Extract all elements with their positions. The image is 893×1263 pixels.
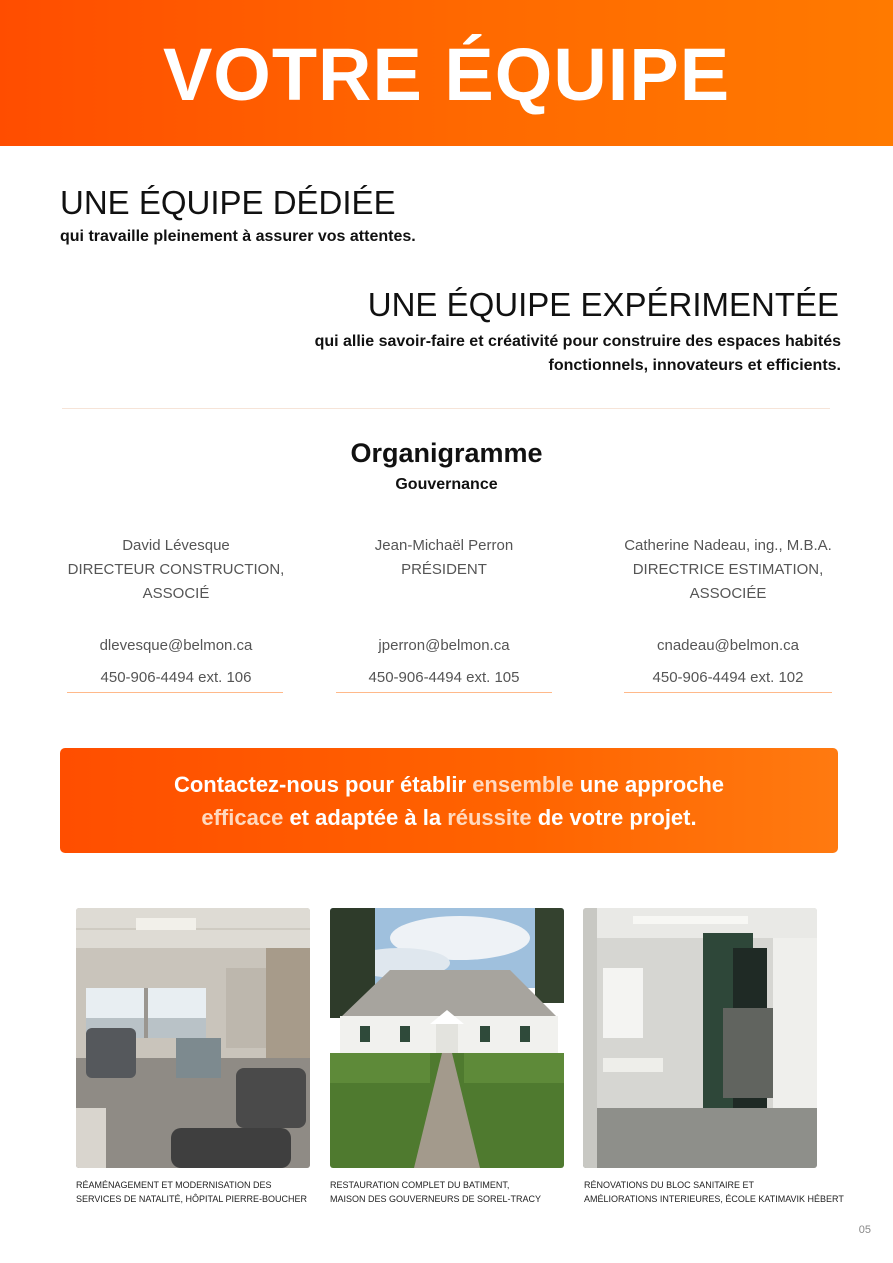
cta-highlight: réussite	[447, 805, 532, 830]
person-phone: 450-906-4494 ext. 106	[100, 669, 252, 686]
section-divider	[62, 408, 830, 409]
org-chart-title: Organigramme	[350, 438, 543, 468]
person-underline	[336, 692, 552, 693]
person-card-david	[64, 534, 288, 690]
contact-cta-banner[interactable]	[60, 748, 838, 853]
section-experienced-title: UNE ÉQUIPE EXPÉRIMENTÉE	[367, 286, 839, 323]
cta-text-part: une approche	[573, 772, 725, 797]
header-banner	[0, 0, 893, 146]
role-line-1: DIRECTRICE ESTIMATION,	[632, 561, 824, 578]
person-name: Jean-Michaël Perron	[374, 537, 514, 554]
project-caption	[330, 1178, 570, 1206]
person-role	[616, 558, 840, 630]
role-line-1: DIRECTEUR CONSTRUCTION,	[67, 561, 285, 578]
caption-line-2: SERVICES DE NATALITÉ, HÔPITAL PIERRE-BOUCHER	[76, 1194, 308, 1204]
caption-line-1: RÉAMÉNAGEMENT ET MODERNISATION DES	[76, 1180, 272, 1190]
person-underline	[67, 692, 283, 693]
org-chart-subtitle: Gouvernance	[395, 476, 498, 493]
subtitle-line-2: fonctionnels, innovateurs et efficients.	[548, 357, 841, 374]
caption-line-2: MAISON DES GOUVERNEURS DE SOREL-TRACY	[330, 1194, 542, 1204]
cta-highlight: efficace	[201, 805, 284, 830]
role-line-1: PRÉSIDENT	[401, 561, 487, 578]
person-phone: 450-906-4494 ext. 102	[652, 669, 804, 686]
cta-highlight: ensemble	[472, 772, 574, 797]
person-underline	[624, 692, 832, 693]
role-line-2: ASSOCIÉ	[142, 585, 210, 602]
person-email-link[interactable]: dlevesque@belmon.ca	[99, 637, 253, 654]
person-name: David Lévesque	[122, 537, 230, 554]
project-photo-hospital	[76, 908, 310, 1168]
project-caption	[584, 1178, 874, 1206]
person-email-link[interactable]: jperron@belmon.ca	[378, 637, 510, 654]
person-role	[332, 558, 556, 630]
section-dedicated-title: UNE ÉQUIPE DÉDIÉE	[60, 184, 396, 221]
project-caption	[76, 1178, 326, 1206]
person-email-link[interactable]: cnadeau@belmon.ca	[657, 637, 799, 654]
role-line-2: ASSOCIÉE	[689, 585, 767, 602]
cta-text-part: de votre projet.	[531, 805, 697, 830]
page-title: VOTRE ÉQUIPE	[162, 33, 731, 116]
page-number: 05	[858, 1224, 871, 1236]
person-role	[64, 558, 288, 630]
caption-line-1: RÉNOVATIONS DU BLOC SANITAIRE ET	[584, 1180, 755, 1190]
cta-line-2	[60, 801, 838, 834]
person-name: Catherine Nadeau, ing., M.B.A.	[624, 537, 832, 554]
section-dedicated-subtitle: qui travaille pleinement à assurer vos attentes.	[60, 228, 416, 245]
section-experienced-subtitle	[221, 330, 841, 378]
person-card-jean-michael	[332, 534, 556, 690]
project-photo-washroom	[583, 908, 817, 1168]
person-phone: 450-906-4494 ext. 105	[368, 669, 520, 686]
cta-text-part: et adaptée à la	[283, 805, 448, 830]
project-photo-house	[330, 908, 564, 1168]
person-card-catherine	[616, 534, 840, 690]
caption-line-2: AMÉLIORATIONS INTERIEURES, ÉCOLE KATIMAVIK HÉBERT	[584, 1194, 844, 1204]
subtitle-line-1: qui allie savoir-faire et créativité pour construire des espaces habités	[314, 333, 841, 350]
caption-line-1: RESTAURATION COMPLET DU BATIMENT,	[330, 1180, 510, 1190]
cta-text	[60, 768, 838, 834]
cta-line-1	[60, 768, 838, 801]
cta-text-part: Contactez-nous pour établir	[173, 772, 473, 797]
